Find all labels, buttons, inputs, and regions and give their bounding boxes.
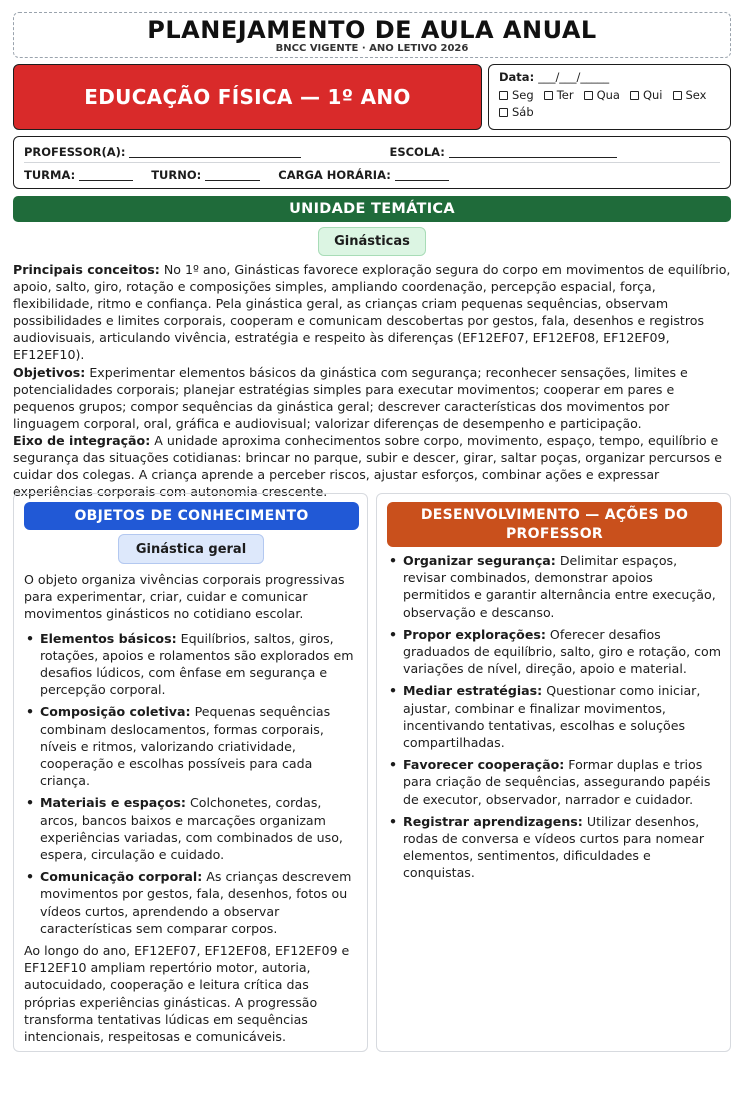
checkbox-square-icon	[544, 91, 553, 100]
item-text: Oferecer desafios graduados de equilíbrio, salto, giro e rotação, com variações de nível, direção, apoio e material.	[403, 626, 721, 677]
bullet-icon: •	[26, 795, 35, 811]
carga-label: CARGA HORÁRIA:	[278, 168, 391, 182]
object-closing: Ao longo do ano, EF12EF07, EF12EF08, EF12EF09 e EF12EF10 ampliam repertório motor, autoria, autocuidado, cooperação e leitura crítica das próprias experiências ginásticas. A progressão transforma tentativas lúdicas em sequências intencionais, respeitosas e comunicáveis.	[24, 943, 350, 1045]
carga-field[interactable]	[395, 169, 449, 181]
axis-label: Eixo de integração:	[13, 432, 151, 448]
checkbox-ter[interactable]	[544, 88, 574, 102]
checkbox-qua[interactable]	[584, 88, 620, 102]
checkbox-sab[interactable]	[499, 105, 534, 119]
turma-label: TURMA:	[24, 168, 76, 182]
list-item	[24, 794, 360, 863]
list-item	[387, 813, 723, 882]
item-text: Formar duplas e trios para criação de sequências, assegurando papéis de executor, observador, narrador e cuidador.	[403, 757, 711, 807]
item-text: Pequenas sequências combinam deslocamentos, formas corporais, níveis e ritmos, valorizando criatividade, cooperação e escolhas possíveis para cada criança.	[40, 704, 331, 789]
date-box	[488, 64, 731, 130]
item-label: Organizar segurança:	[403, 553, 556, 568]
day-label: Qui	[642, 88, 663, 102]
bullet-icon: •	[389, 683, 398, 699]
object-intro: O objeto organiza vivências corporais progressivas para experimentar, criar, cuidar e comunicar movimentos ginásticos no cotidiano escolar.	[24, 572, 345, 622]
checkbox-square-icon	[499, 108, 508, 117]
teacher-actions-text	[387, 552, 723, 887]
item-label: Elementos básicos:	[40, 630, 177, 646]
professor-label: PROFESSOR(A):	[24, 145, 126, 159]
turno-field[interactable]	[205, 169, 260, 181]
subject-band: EDUCAÇÃO FÍSICA — 1º ANO	[13, 64, 482, 130]
turma-field[interactable]	[79, 169, 133, 181]
axis-text: A unidade aproxima conhecimentos sobre corpo, movimento, espaço, tempo, equilíbrio e segurança das situações cotidianas: brincar no parque, subir e descer, girar, saltar poças, organizar percursos e cuidar dos colegas. A criança aprende a perceber riscos, ajustar esforços, combinar ações e expressar experiências corporais com autonomia crescente.	[13, 432, 722, 500]
knowledge-objects-column	[13, 493, 368, 1052]
item-label: Composição coletiva:	[40, 704, 191, 720]
teacher-actions-column	[376, 493, 731, 1052]
info-row	[24, 145, 720, 163]
list-item	[24, 630, 360, 699]
bullet-icon: •	[389, 626, 398, 642]
item-label: Registrar aprendizagens:	[403, 813, 583, 829]
info-row	[24, 168, 720, 182]
object-list	[24, 630, 360, 937]
bullet-icon: •	[26, 630, 35, 646]
unit-description	[13, 261, 731, 500]
list-item	[24, 868, 360, 937]
escola-field[interactable]	[449, 146, 617, 158]
date-label: Data:	[499, 70, 535, 84]
knowledge-objects-band: OBJETOS DE CONHECIMENTO	[24, 502, 359, 530]
checkbox-seg[interactable]	[499, 88, 534, 102]
date-field[interactable]	[499, 70, 720, 84]
page-title: PLANEJAMENTO DE AULA ANUAL	[147, 16, 597, 44]
escola-label: ESCOLA:	[389, 145, 445, 159]
teacher-info-box	[13, 136, 731, 189]
list-item	[387, 626, 723, 678]
checkbox-square-icon	[630, 91, 639, 100]
checkbox-sex[interactable]	[673, 88, 707, 102]
item-text: Colchonetes, cordas, arcos, bancos baixos e marcações organizam experiências variadas, com combinados de uso, espera, circulação e cuidado.	[40, 795, 343, 863]
unit-band: UNIDADE TEMÁTICA	[13, 196, 731, 222]
objectives-label: Objetivos:	[13, 364, 86, 380]
day-label: Seg	[512, 88, 534, 102]
bullet-icon: •	[389, 813, 398, 829]
item-label: Comunicação corporal:	[40, 869, 203, 885]
item-text: Equilíbrios, saltos, giros, rotações, apoios e rolamentos são explorados em desafios lúdicos, com ênfase em segurança e percepção corporal.	[40, 630, 354, 698]
turno-label: TURNO:	[151, 168, 202, 182]
checkbox-square-icon	[673, 91, 682, 100]
professor-field[interactable]	[129, 146, 301, 158]
list-item	[24, 703, 360, 789]
day-label: Sáb	[512, 105, 534, 119]
item-label: Mediar estratégias:	[403, 683, 543, 699]
item-label: Materiais e espaços:	[40, 795, 186, 811]
bullet-icon: •	[389, 553, 398, 568]
object-pill: Ginástica geral	[118, 534, 264, 564]
checkbox-qui[interactable]	[630, 88, 663, 102]
item-text: Questionar como iniciar, ajustar, combinar e finalizar movimentos, incentivando tentativas, escolhas e soluções compartilhadas.	[403, 683, 701, 751]
objectives-text: Experimentar elementos básicos da ginástica com segurança; reconhecer sensações, limites e potencialidades corporais; planejar estratégias simples para executar movimentos; cooperar em pares e pequenos grupos; compor sequências da ginástica geral; descrever características dos movimentos por linguagem corporal, oral, gráfica e audiovisual; valorizar diferenças de desempenho e participação.	[13, 364, 688, 431]
item-text: Utilizar desenhos, rodas de conversa e vídeos curtos para nomear elementos, sentimentos, dificuldades e conquistas.	[403, 813, 705, 881]
list-item	[387, 756, 723, 808]
day-label: Qua	[596, 88, 620, 102]
actions-list	[387, 552, 723, 882]
item-text: Delimitar espaços, revisar combinados, demonstrar apoios permitidos e garantir alternância entre execução, observação e descanso.	[403, 553, 716, 620]
checkbox-square-icon	[584, 91, 593, 100]
checkbox-square-icon	[499, 91, 508, 100]
item-label: Favorecer cooperação:	[403, 757, 565, 773]
list-item	[387, 552, 723, 621]
bullet-icon: •	[26, 869, 35, 885]
day-label: Sex	[685, 88, 707, 102]
teacher-actions-band: DESENVOLVIMENTO — AÇÕES DO PROFESSOR	[387, 502, 722, 547]
bullet-icon: •	[26, 704, 35, 720]
item-label: Propor explorações:	[403, 626, 546, 642]
theme-pill: Ginásticas	[318, 227, 426, 256]
day-label: Ter	[556, 88, 574, 102]
knowledge-objects-text	[24, 571, 360, 1052]
concepts-text: No 1º ano, Ginásticas favorece exploração segura do corpo em movimentos de equilíbrio, apoio, salto, giro, rotação e composições simples, ampliando coordenação, percepção espacial, força, flexibilidade, ritmo e confiança. Pela ginástica geral, as crianças criam pequenas sequências, observam possibilidades e limites corporais, cooperam e comunicam descobertas por gestos, fala, desenhos e registros audiovisuais, articulando vivência, estratégia e respeito às diferenças (EF12EF07, EF12EF08, EF12EF09, EF12EF10).	[13, 262, 731, 363]
concepts-label: Principais conceitos:	[13, 262, 160, 277]
weekday-checkboxes	[499, 88, 720, 119]
date-blank: ___/___/_____	[538, 70, 610, 84]
list-item	[387, 682, 723, 751]
bullet-icon: •	[389, 757, 398, 773]
page-subtitle: BNCC VIGENTE · ANO LETIVO 2026	[275, 43, 469, 54]
item-text: As crianças descrevem movimentos por gestos, fala, desenhos, fotos ou vídeos curtos, aprendendo a observar características sem comparar corpos.	[40, 869, 352, 936]
title-box	[13, 12, 731, 58]
